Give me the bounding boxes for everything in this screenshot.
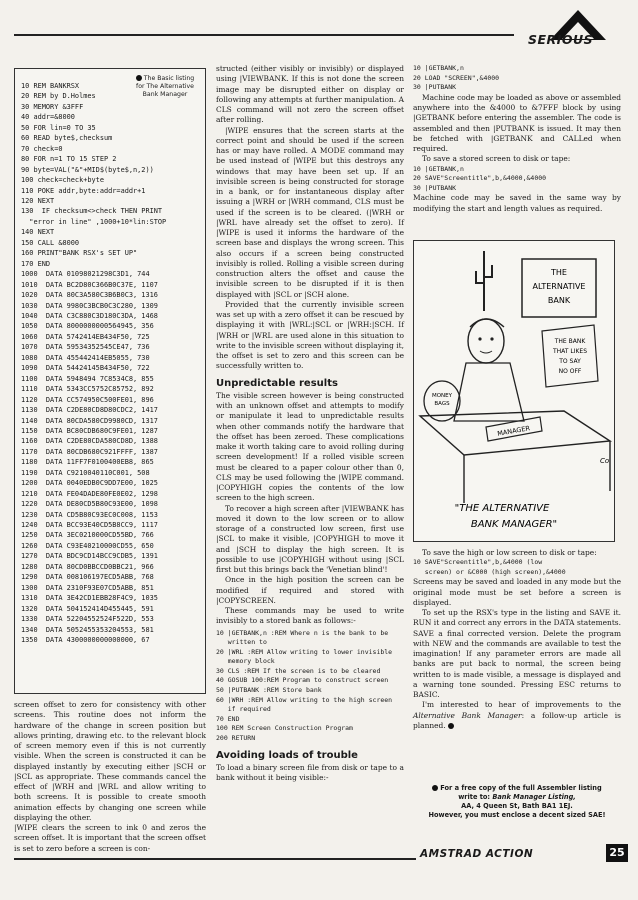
listing-line: 1310 DATA 3E42CD1EBB28F4C9, 1035 xyxy=(21,594,158,603)
section-badge xyxy=(528,10,628,54)
svg-text:BAGS: BAGS xyxy=(434,401,450,407)
listing-line: 1160 DATA C2DE80CDA580CD8D, 1388 xyxy=(21,437,158,446)
listing-line: 60 READ byte$,checksum xyxy=(21,134,113,143)
listing-line: 1340 DATA 5052455353204553, 581 xyxy=(21,625,154,634)
paragraph: Screens may be saved and loaded in any mode but the original mode must be set before a screen is displayed. xyxy=(413,577,621,607)
listing-line: 1250 DATA 3EC0210000CD55BD, 766 xyxy=(21,531,154,540)
listing-line: 1260 DATA C93E40210000CD55, 650 xyxy=(21,541,154,550)
paragraph: To load a binary screen file from disk or tape to a bank without it being visible:- xyxy=(216,762,404,783)
listing-line: 1070 DATA 59534352545CE47, 736 xyxy=(21,343,150,352)
listing-line: 10 REM BANKRSX xyxy=(21,82,80,90)
code-block xyxy=(413,558,621,577)
listing-caption: The Basic listing for The Alternative Bank Manager xyxy=(136,75,195,98)
bullet-icon xyxy=(432,785,438,791)
section-title: SERIOUS xyxy=(528,32,594,47)
code-line: written to xyxy=(216,638,267,647)
listing-line: 110 POKE addr,byte:addr=addr+1 xyxy=(21,186,146,195)
svg-text:MANAGER: MANAGER xyxy=(496,424,531,438)
listing-line: 1330 DATA 52204552524F522D, 553 xyxy=(21,615,154,624)
listing-line: 1230 DATA CD5B80C93EC0C008, 1153 xyxy=(21,510,158,519)
artist-signature: Co xyxy=(600,457,610,465)
code-line: 50 |PUTBANK :REM Store bank xyxy=(216,686,322,695)
svg-text:THE BANK: THE BANK xyxy=(554,338,586,345)
paragraph: Machine code may be saved in the same way by modifying the start and length values as required. xyxy=(413,193,621,213)
listing-line: 1140 DATA 80CDA580CD9980CD, 1317 xyxy=(21,416,158,425)
paragraph: The visible screen however is being constructed with an unknown offset and attempts to modify or manipulate it lead to unpredictable results when other commands notify the hardware that the offset has been zeroed. These complications make it worth taking care to avoid rolling during screen development! If a rolled visible screen must be cleared to a paper colour other than 0, CLS may be used following the |WIPE command. |COPYHIGH copies the contents of the low screen to the high screen. xyxy=(216,390,404,503)
listing-line: 1240 DATA BCC93E40CD5B8CC9, 1117 xyxy=(21,521,158,530)
listing-line: 120 NEXT xyxy=(21,196,55,205)
code-line: screen) or &C000 (high screen),&4000 xyxy=(413,567,566,576)
code-line: 30 |PUTBANK xyxy=(413,183,457,192)
listing-line: 1130 DATA C2DE80CD8D80CDC2, 1417 xyxy=(21,406,158,415)
paragraph: screen offset to zero for consistency with other screens. This routine does not inform the hardware of the change in screen position but allows printing, drawing etc. to the relevant block of screen memory even if this is not currently visible. When the screen is constructed it can be displayed instantly by executing either |SCH or |SCL as appropriate. These commands cancel the effect of |WRH and |WRL and allow writing to both screens. It is possible to create smooth animation effects by changing one screen while displaying the other. xyxy=(14,700,206,822)
listing-line: 80 FOR n=1 TO 15 STEP 2 xyxy=(21,155,117,164)
listing-code xyxy=(21,81,166,645)
code-line: 20 |WRL :REM Allow writing to lower invisible xyxy=(216,647,393,656)
page-number: 25 xyxy=(606,844,628,862)
listing-line: 1270 DATA BDC9CD14BCC9CDB5, 1391 xyxy=(21,552,158,561)
speech-board xyxy=(542,325,598,387)
listing-line: 1170 DATA 80CDB680C921FFFF, 1387 xyxy=(21,447,158,456)
svg-text:THAT LIKES: THAT LIKES xyxy=(552,348,588,355)
cartoon-caption: BANK MANAGER" xyxy=(470,519,558,530)
paragraph: structed (either visibly or invisibly) or displayed using |VIEWBANK. If this is not done the screen image may be disrupted either on display or following any attempts at further manipulation. A CLS command will not zero the screen offset after rolling. xyxy=(216,64,404,125)
subheading: Avoiding loads of trouble xyxy=(216,749,358,761)
paragraph: To recover a high screen after |VIEWBANK has moved it down to the low screen or to allow storage of a constructed low screen, first use |SCL to make it visible, |COPYHIGH to move it and |SCH to display the high screen. It is possible to use |COPYHIGH without using |SCL first but this brings back the 'Venetian blind'! xyxy=(216,503,404,574)
listing-line: 1190 DATA C9210040110C001, 508 xyxy=(21,468,150,477)
code-line: 30 |PUTBANK xyxy=(413,83,457,92)
listing-line: 1030 DATA 9980C3BCB0C3C280, 1309 xyxy=(21,301,158,310)
listing-line: 160 PRINT"BANK RSX's SET UP" xyxy=(21,249,138,258)
paragraph: I'm interested to hear of improvements to the Alternative Bank Manager: a follow-up article is planned. xyxy=(413,700,621,730)
cartoon-illustration xyxy=(413,240,615,542)
paragraph: Provided that the currently invisible screen was set up with a zero offset it can be rescued by displaying it with |WRL:|SCL or |WRH:|SCH. If |WRH or |WRL are used alone in this situation to write to the invisible screen without displaying it, the offset is set to zero and this screen can be successfully written to. xyxy=(216,299,404,371)
magazine-name: AMSTRAD ACTION xyxy=(416,848,537,860)
paragraph: |WIPE ensures that the screen starts at the correct point and should be used if the screen has or may have rolled. A MODE command may be used instead of |WIPE but this destroys any windows that may have been set up. If an invisible screen is being constructed for storage in a bank, or for instantaneous display after issuing a |WRH or |WRH command, CLS must be used if the screen is to be cleared. (|WRH or |WRL have already set the offset to zero). If |WIPE is used it informs the hardware of the screen base and displays the wrong screen. This also occurs if a screen being constructed invisibly is rolled. Rolling a visible screen during construction alters the offset and cause the invisible screen to be disrupted if it is then displayed with |SCL or |SCH alone. xyxy=(216,125,404,299)
paragraph: To set up the RSX's type in the listing and SAVE it. RUN it and correct any errors in the DATA statements. SAVE a final corrected version. Delete the program with NEW and the commands are available to test the imagination! If any parameter errors are made all banks are put back to normal, the screen being written to is made visible, a message is displayed and a warning tone sounded. Pressing ESC returns to BASIC. xyxy=(413,608,621,700)
code-line: if required xyxy=(216,705,271,714)
listing-line: 50 FOR lin=0 TO 35 xyxy=(21,123,96,132)
svg-text:NO OFF: NO OFF xyxy=(558,368,582,375)
svg-text:TO SAY: TO SAY xyxy=(559,358,581,365)
listing-line: 1000 DATA 01098021298C3D1, 744 xyxy=(21,270,150,279)
code-line: memory block xyxy=(216,657,275,666)
code-line: 10 |GETBANK,n xyxy=(413,64,464,72)
listing-line: 90 byte=VAL("&"+MID$(byte$,n,2)) xyxy=(21,165,154,174)
listing-line: 1290 DATA 008106197ECD5ABB, 768 xyxy=(21,573,154,582)
column-1-text xyxy=(14,700,206,854)
listing-line: 1320 DATA 504152414D455445, 591 xyxy=(21,604,154,613)
listing-line: 140 NEXT xyxy=(21,228,55,237)
listing-line: 1040 DATA C3C880C3D180C3DA, 1468 xyxy=(21,311,158,320)
sign-text: BANK xyxy=(547,296,571,305)
sign-text: ALTERNATIVE xyxy=(532,282,586,291)
code-block xyxy=(413,165,621,194)
listing-line: "error in line" ,1000+10*lin:STOP xyxy=(21,217,167,226)
code-line: 70 END xyxy=(216,714,240,723)
header-rule xyxy=(14,34,514,36)
paragraph: Once in the high position the screen can be modified if required and stored with |COPYSCREEN. xyxy=(216,575,404,605)
subheading: Unpredictable results xyxy=(216,377,338,389)
cactus-icon xyxy=(476,251,492,311)
free-listing-offer: For a free copy of the full Assembler listing write to: Bank Manager Listing, AA, 4 Queen St, Bath BA1 1EJ. However, you must enclose a decent sized SAE! xyxy=(428,784,606,819)
listing-line: 20 REM by D.Holmes xyxy=(21,92,96,101)
code-line: 10 |GETBANK,n :REM Where n is the bank to be xyxy=(216,628,389,637)
column-2-text xyxy=(216,64,404,783)
listing-line: 1120 DATA CC574950C500FE01, 896 xyxy=(21,395,154,404)
paragraph: |WIPE clears the screen to ink 0 and zeros the screen offset. It is important that the screen offset is set to zero before a screen is con- xyxy=(14,823,206,853)
listing-line: 30 MEMORY &3FFF xyxy=(21,102,84,111)
manager-head xyxy=(468,319,504,363)
listing-line: 1110 DATA 5343CC5752C85752, 892 xyxy=(21,385,154,394)
paragraph: Machine code may be loaded as above or assembled anywhere into the &4000 to &7FFF block by using |GETBANK before entering the assembler. The code is assembled and then |PUTBANK is issued. It may then be fetched with |GETBANK and CALLed when required. xyxy=(413,92,621,154)
listing-line: 1220 DATA DE80CD5B80C93E00, 1098 xyxy=(21,500,158,509)
code-line: 20 SAVE"Screentitle",b,&4000,&4000 xyxy=(413,174,547,183)
code-line: 20 LOAD "SCREEN",&4000 xyxy=(413,73,500,82)
end-bullet-icon xyxy=(448,723,454,729)
listing-line: 170 END xyxy=(21,259,51,268)
listing-line: 1100 DATA 5948494 7C8534C8, 855 xyxy=(21,374,154,383)
code-line: 10 |GETBANK,n xyxy=(413,164,464,173)
code-line: 10 SAVE"Screentitle",b,&4000 (low xyxy=(413,558,543,567)
code-line: 40 GOSUB 100:REM Program to construct screen xyxy=(216,676,389,685)
listing-line: 150 CALL &8000 xyxy=(21,238,80,247)
column-3-text-bottom xyxy=(413,548,621,731)
listing-line: 70 check=0 xyxy=(21,144,63,153)
code-line: 200 RETURN xyxy=(216,734,256,743)
svg-text:MONEY: MONEY xyxy=(431,393,453,399)
listing-line: 130 IF checksum<>check THEN PRINT xyxy=(21,207,163,216)
listing-line: 1350 DATA 4300000000000000, 67 xyxy=(21,636,150,645)
column-3-text-top xyxy=(413,64,621,214)
cartoon-caption: "THE ALTERNATIVE xyxy=(454,503,550,514)
code-line: 60 |WRH :REM Allow writing to the high screen xyxy=(216,695,393,704)
listing-line: 1280 DATA 80CD0BBCCD0BBC21, 966 xyxy=(21,562,154,571)
listing-line: 1060 DATA 5742414EB434F50, 725 xyxy=(21,332,150,341)
paragraph: These commands may be used to write invisibly to a stored bank as follows:- xyxy=(216,606,404,626)
sign-text: THE xyxy=(551,268,567,277)
code-line: 100 REM Screen Construction Program xyxy=(216,724,353,733)
listing-line: 1210 DATA FE04DADE80FE0E02, 1298 xyxy=(21,489,158,498)
listing-line: 1080 DATA 455442414EB5055, 730 xyxy=(21,353,150,362)
listing-line: 1050 DATA 8000000000564945, 356 xyxy=(21,322,154,331)
listing-line: 1090 DATA 54424145B434F50, 722 xyxy=(21,364,150,373)
listing-line: 1020 DATA 80C3A580C3B6B0C3, 1316 xyxy=(21,291,158,300)
paragraph: To save the high or low screen to disk or tape: xyxy=(422,548,597,557)
listing-line: 100 check=check+byte xyxy=(21,176,104,185)
listing-line: 1150 DATA BC80CDB680C9FE01, 1287 xyxy=(21,426,158,435)
listing-line: 1010 DATA BC2D80C366B0C37E, 1107 xyxy=(21,280,158,289)
listing-line: 40 addr=&8000 xyxy=(21,113,75,122)
basic-listing-box xyxy=(14,68,206,694)
code-block xyxy=(413,64,621,93)
listing-line: 1300 DATA 2310F93E07CD5ABB, 851 xyxy=(21,583,154,592)
paragraph: To save a stored screen to disk or tape: xyxy=(422,154,571,164)
listing-line: 1180 DATA 11FF7F0100400EB8, 865 xyxy=(21,458,154,467)
code-line: 30 CLS :REM If the screen is to be cleared xyxy=(216,666,381,675)
listing-line: 1200 DATA 0040EDB0C9DD7E00, 1025 xyxy=(21,479,158,488)
code-block xyxy=(216,629,404,744)
bank-manager-cartoon xyxy=(414,241,614,541)
